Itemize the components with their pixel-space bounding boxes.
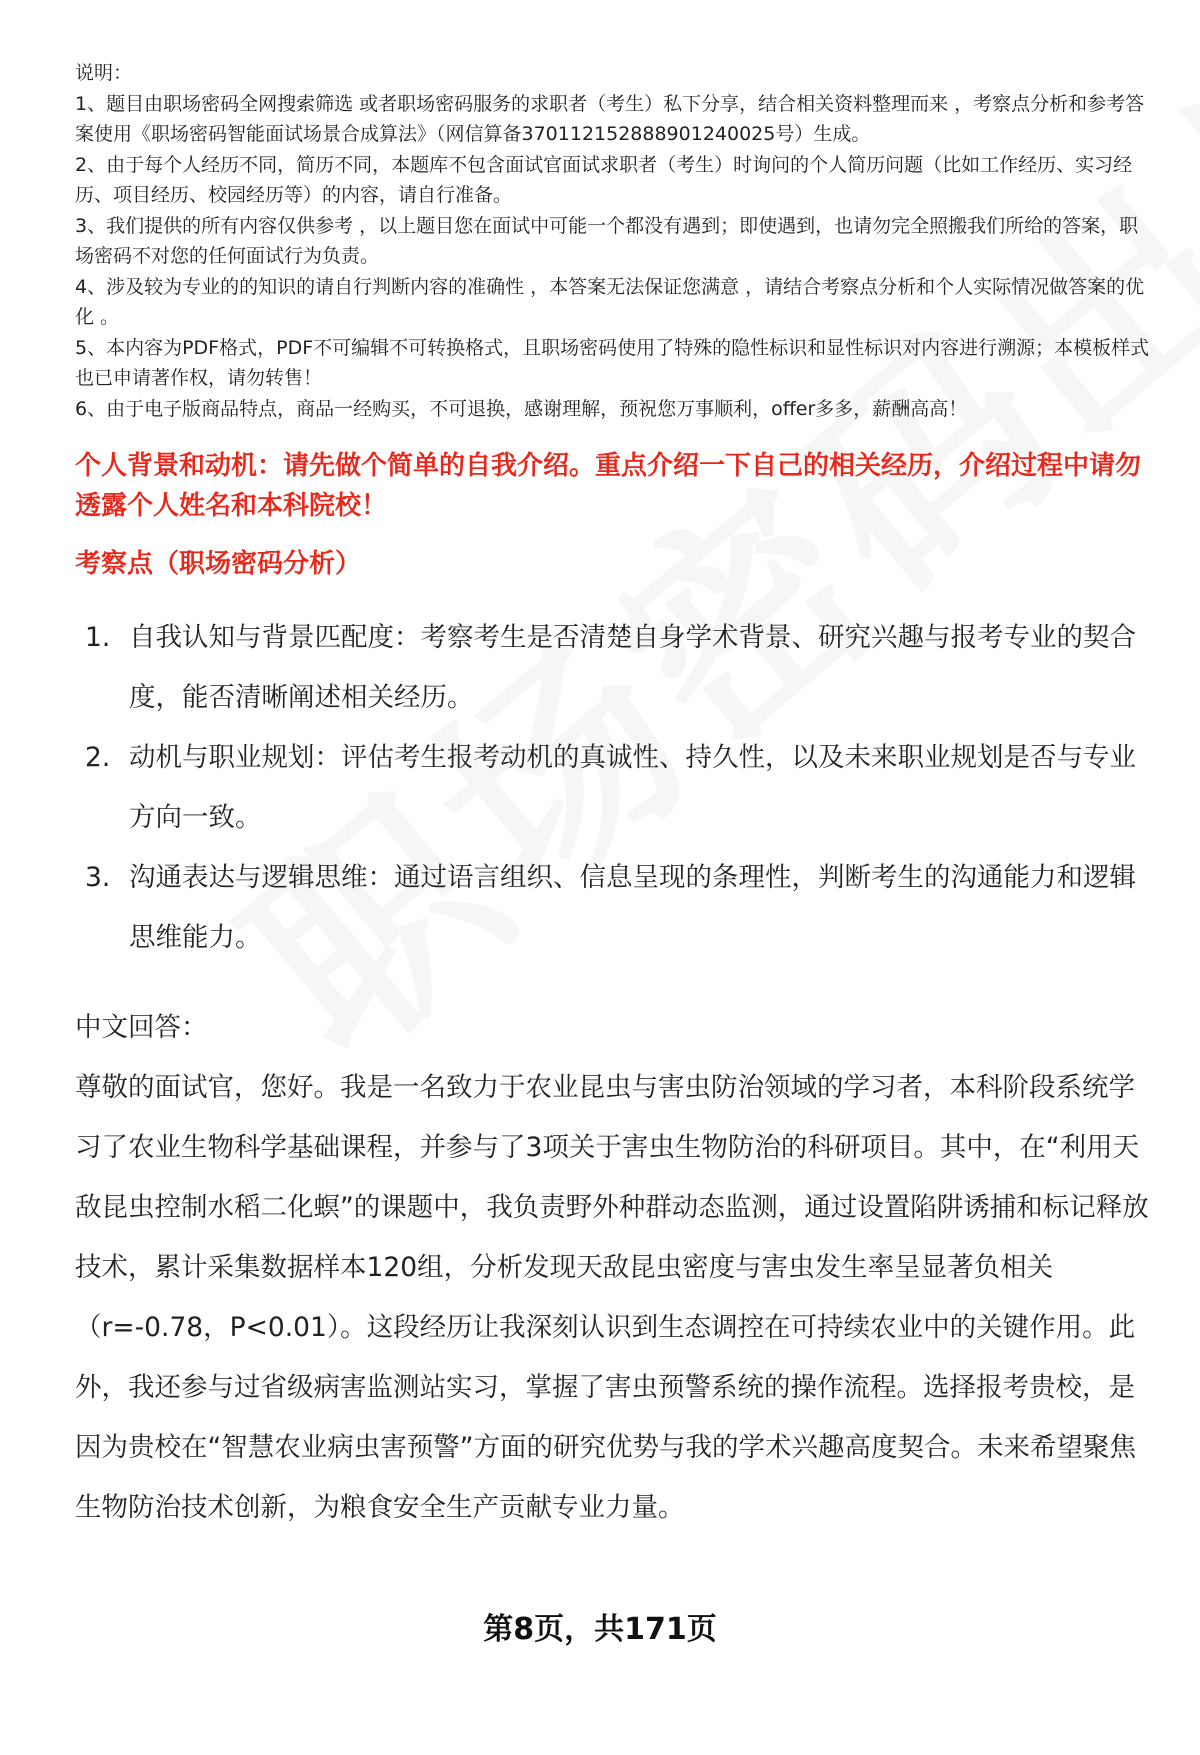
notes-item: 1、题目由职场密码全网搜索筛选 或者职场密码服务的求职者（考生）私下分享，结合相关资料整理而来 ，考察点分析和参考答案使用《职场密码智能面试场景合成算法》（网信算备370112152888901240025号）生成。 bbox=[75, 92, 1145, 145]
key-points-title: 考察点（职场密码分析） bbox=[75, 549, 362, 579]
notes-item: 3、我们提供的所有内容仅供参考 ，以上题目您在面试中可能一个都没有遇到；即使遇到，也请勿完全照搬我们所给的答案，职场密码不对您的任何面试行为负责。 bbox=[75, 214, 1139, 267]
key-points-list bbox=[75, 608, 1155, 968]
question-title: 个人背景和动机：请先做个简单的自我介绍。重点介绍一下自己的相关经历，介绍过程中请勿透露个人姓名和本科院校！ bbox=[75, 451, 1142, 521]
answer-body: 尊敬的面试官，您好。我是一名致力于农业昆虫与害虫防治领域的学习者，本科阶段系统学习了农业生物科学基础课程，并参与了3项关于害虫生物防治的科研项目。其中，在“利用天敌昆虫控制水稻二化螟”的课题中，我负责野外种群动态监测，通过设置陷阱诱捕和标记释放技术，累计采集数据样本120组，分析发现天敌昆虫密度与害虫发生率呈显著负相关（r=-0.78，P<0.01）。这段经历让我深刻认识到生态调控在可持续农业中的关键作用。此外，我还参与过省级病害监测站实习，掌握了害虫预警系统的操作流程。选择报考贵校，是因为贵校在“智慧农业病虫害预警”方面的研究优势与我的学术兴趣高度契合。未来希望聚焦生物防治技术创新，为粮食安全生产贡献专业力量。 bbox=[75, 1072, 1149, 1523]
page-number: 第8页，共171页 bbox=[483, 1612, 717, 1647]
notes-section bbox=[75, 58, 1155, 424]
key-point-number: 1. bbox=[85, 622, 111, 653]
notes-item: 5、本内容为PDF格式，PDF不可编辑不可转换格式，且职场密码使用了特殊的隐性标识和显性标识对内容进行溯源；本模板样式也已申请著作权，请勿转售！ bbox=[75, 336, 1150, 389]
answer-label: 中文回答： bbox=[75, 1012, 208, 1043]
key-point-number: 3. bbox=[85, 862, 111, 893]
notes-heading: 说明： bbox=[75, 62, 133, 84]
key-point-item bbox=[75, 728, 1155, 848]
key-point-item bbox=[75, 848, 1155, 968]
key-point-text: 自我认知与背景匹配度：考察考生是否清楚自身学术背景、研究兴趣与报考专业的契合度，能否清晰阐述相关经历。 bbox=[129, 622, 1136, 713]
notes-item: 2、由于每个人经历不同，简历不同，本题库不包含面试官面试求职者（考生）时询问的个人简历问题（比如工作经历、实习经历、项目经历、校园经历等）的内容，请自行准备。 bbox=[75, 153, 1133, 206]
notes-item: 6、由于电子版商品特点，商品一经购买，不可退换，感谢理解，预祝您万事顺利，offer多多，薪酬高高！ bbox=[75, 397, 968, 420]
key-point-item bbox=[75, 608, 1155, 728]
page-content bbox=[75, 58, 1155, 1538]
key-point-text: 动机与职业规划：评估考生报考动机的真诚性、持久性，以及未来职业规划是否与专业方向一致。 bbox=[129, 742, 1136, 833]
key-point-number: 2. bbox=[85, 742, 111, 773]
notes-item: 4、涉及较为专业的的知识的请自行判断内容的准确性 ，本答案无法保证您满意 ，请结合考察点分析和个人实际情况做答案的优化 。 bbox=[75, 275, 1145, 328]
key-point-text: 沟通表达与逻辑思维：通过语言组织、信息呈现的条理性，判断考生的沟通能力和逻辑思维能力。 bbox=[129, 862, 1136, 953]
